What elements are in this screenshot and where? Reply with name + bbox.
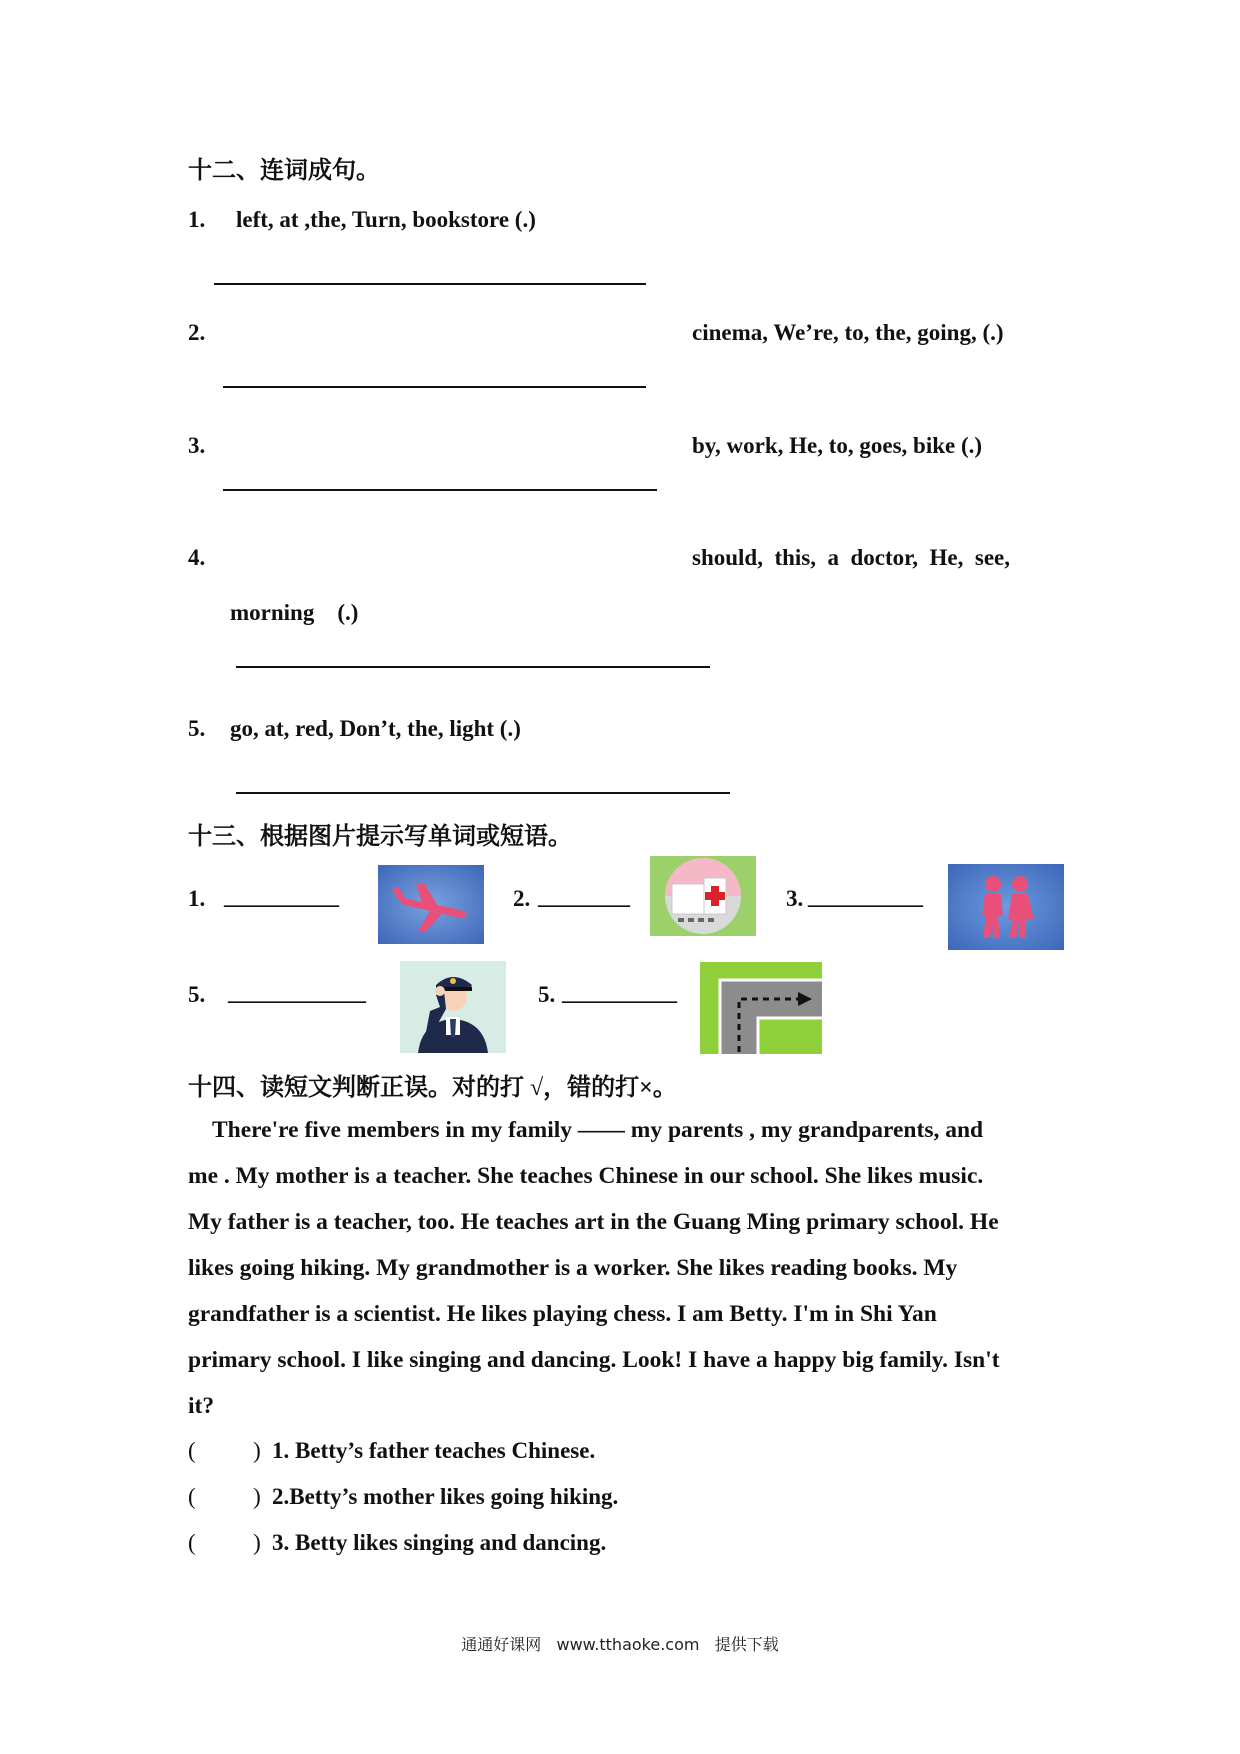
question-number: 5. bbox=[188, 716, 206, 741]
footer-text: 通通好课网 www.tthaoke.com 提供下载 bbox=[461, 1635, 779, 1654]
answer-line[interactable] bbox=[236, 792, 730, 794]
answer-line[interactable] bbox=[236, 666, 710, 668]
picture-item-number: 5. bbox=[188, 982, 206, 1007]
airplane-icon bbox=[378, 865, 484, 944]
reading-passage bbox=[188, 1107, 1068, 1429]
answer-paren[interactable]: ( ) bbox=[188, 1438, 261, 1463]
question-words: by, work, He, to, goes, bike (.) bbox=[692, 433, 983, 458]
walking-children-icon bbox=[948, 864, 1064, 950]
answer-blank[interactable]: __________ bbox=[808, 884, 923, 909]
answer-paren[interactable]: ( ) bbox=[188, 1484, 261, 1509]
passage-line: it? bbox=[188, 1393, 215, 1419]
picture-item-number: 3. bbox=[786, 886, 804, 911]
question-words: go, at, red, Don’t, the, light (.) bbox=[230, 716, 521, 741]
question-number: 1. bbox=[188, 207, 206, 232]
question-number: 4. bbox=[188, 545, 206, 570]
answer-blank[interactable]: ____________ bbox=[228, 980, 366, 1005]
answer-line[interactable] bbox=[223, 386, 646, 388]
passage-line: primary school. I like singing and dancing. Look! I have a happy big family. Isn't bbox=[188, 1347, 1000, 1373]
section-12-title: 十二、连词成句。 bbox=[188, 158, 380, 184]
passage-line: me . My mother is a teacher. She teaches Chinese in our school. She likes music. bbox=[188, 1163, 984, 1189]
passage-line: My father is a teacher, too. He teaches art in the Guang Ming primary school. He bbox=[188, 1209, 999, 1235]
answer-blank[interactable]: ________ bbox=[538, 884, 630, 909]
passage-line: grandfather is a scientist. He likes playing chess. I am Betty. I'm in Shi Yan bbox=[188, 1301, 937, 1327]
judgement-question: 1. Betty’s father teaches Chinese. bbox=[272, 1438, 596, 1463]
answer-line[interactable] bbox=[214, 283, 646, 285]
judgement-question: 3. Betty likes singing and dancing. bbox=[272, 1530, 607, 1555]
answer-paren[interactable]: ( ) bbox=[188, 1530, 261, 1555]
question-number: 2. bbox=[188, 320, 206, 345]
picture-item-number: 1. bbox=[188, 886, 206, 911]
question-words-continued: morning (.) bbox=[230, 600, 359, 625]
section-14-title: 十四、读短文判断正误。对的打 √，错的打×。 bbox=[188, 1075, 677, 1101]
answer-blank[interactable]: __________ bbox=[224, 884, 339, 909]
turn-right-road-icon bbox=[700, 962, 822, 1054]
police-officer-icon bbox=[400, 961, 506, 1053]
section-13-title: 十三、根据图片提示写单词或短语。 bbox=[188, 824, 572, 850]
passage-line: likes going hiking. My grandmother is a worker. She likes reading books. My bbox=[188, 1255, 958, 1281]
picture-item-number: 2. bbox=[513, 886, 531, 911]
question-number: 3. bbox=[188, 433, 206, 458]
question-words: cinema, We’re, to, the, going, (.) bbox=[692, 320, 1004, 345]
hospital-icon bbox=[650, 856, 756, 936]
judgement-question: 2.Betty’s mother likes going hiking. bbox=[272, 1484, 619, 1509]
answer-line[interactable] bbox=[223, 489, 657, 491]
answer-blank[interactable]: __________ bbox=[562, 980, 677, 1005]
picture-item-number: 5. bbox=[538, 982, 556, 1007]
question-words: should, this, a doctor, He, see, bbox=[692, 545, 1010, 570]
question-words: left, at ,the, Turn, bookstore (.) bbox=[236, 207, 536, 232]
passage-line: There're five members in my family —— my parents , my grandparents, and bbox=[212, 1117, 984, 1143]
